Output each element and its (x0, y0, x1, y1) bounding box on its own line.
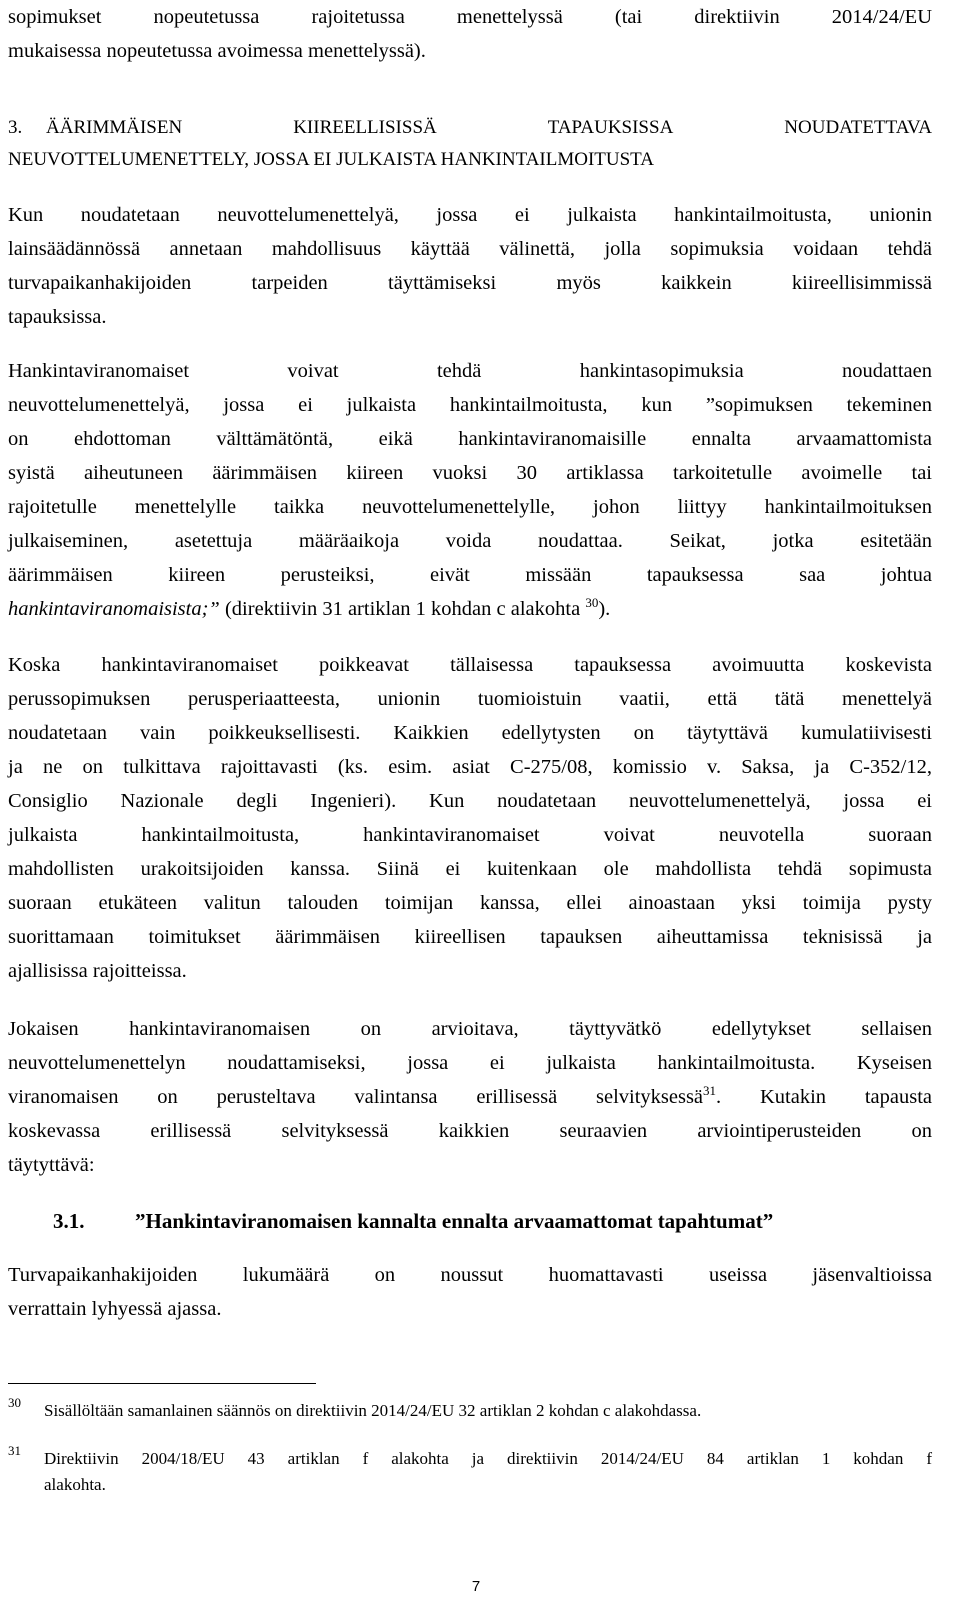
text-line: ja ne on tulkittava rajoittavasti (ks. esim. asiat C-275/08, komissio v. Saksa, ja C-352/12, (8, 756, 932, 778)
paragraph-4 (8, 1012, 932, 1182)
heading-word: ÄÄRIMMÄISEN (46, 117, 183, 138)
section-heading (8, 112, 932, 176)
text-line: koskevassa erillisessä selvityksessä kaikkien seuraavien arviointiperusteiden on (8, 1120, 932, 1142)
footnote-30 (8, 1395, 932, 1424)
footnote-ref[interactable]: 31 (703, 1083, 717, 1098)
text-line: hankintaviranomaisista;” (direktiivin 31 artiklan 1 kohdan c alakohta $^{30}$). (8, 595, 611, 620)
text-line: verrattain lyhyessä ajassa. (8, 1298, 222, 1320)
footnote-text (44, 1398, 932, 1424)
text-line: on ehdottoman välttämätöntä, eikä hankintaviranomaisille ennalta arvaamattomista (8, 428, 932, 450)
italic-quote-end: hankintaviranomaisista;” (8, 598, 220, 620)
text-line: mukaisessa nopeutetussa avoimessa menettelyssä). (8, 40, 426, 62)
text-line: Jokaisen hankintaviranomaisen on arvioitava, täyttyvätkö edellytykset sellaisen (8, 1018, 932, 1040)
text-line: syistä aiheutuneen äärimmäisen kiireen vuoksi 30 artiklassa tarkoitetulle avoimelle tai (8, 462, 932, 484)
paragraph-2 (8, 354, 932, 626)
text-line: sopimukset nopeutetussa rajoitetussa menettelyssä (tai direktiivin 2014/24/EU (8, 6, 932, 28)
citation-text: (direktiivin 31 artiklan 1 kohdan c alakohta (219, 598, 581, 620)
text-line: Koska hankintaviranomaiset poikkeavat tällaisessa tapauksessa avoimuutta koskevista (8, 654, 932, 676)
text-line: ajallisissa rajoitteissa. (8, 960, 187, 982)
footnote-text (44, 1446, 932, 1498)
page-number: 7 (471, 1578, 481, 1595)
text-line: julkaista hankintailmoitusta, hankintaviranomaiset voivat neuvotella suoraan (8, 824, 932, 846)
footnote-31 (8, 1443, 932, 1498)
heading-line-2: NEUVOTTELUMENETTELY, JOSSA EI JULKAISTA HANKINTAILMOITUSTA (8, 149, 654, 170)
text-line: Kun noudatetaan neuvottelumenettelyä, jossa ei julkaista hankintailmoitusta, unionin (8, 204, 932, 226)
text-line: täytyttävä: (8, 1154, 95, 1176)
text-line: Direktiivin 2004/18/EU 43 artiklan f alakohta ja direktiivin 2014/24/EU 84 artiklan 1 kohdan f (44, 1449, 932, 1468)
subsection-title: ”Hankintaviranomaisen kannalta ennalta arvaamattomat tapahtumat” (135, 1209, 774, 1233)
text-line: noudatetaan vain poikkeuksellisesti. Kaikkien edellytysten on täytyttävä kumulatiivisesti (8, 722, 932, 744)
subsection-number: 3.1. (53, 1209, 85, 1233)
text-line: neuvottelumenettelyn noudattamiseksi, jossa ei julkaista hankintailmoitusta. Kyseisen (8, 1052, 932, 1074)
heading-word: KIIREELLISISSÄ (293, 117, 437, 138)
text-line: Turvapaikanhakijoiden lukumäärä on noussut huomattavasti useissa jäsenvaltioissa (8, 1264, 932, 1286)
text-line: perussopimuksen perusperiaatteesta, unionin tuomioistuin vaatii, että tätä menettelyä (8, 688, 932, 710)
footnote-ref[interactable]: 30 (585, 595, 599, 610)
footnote-number: 30 (8, 1395, 21, 1410)
section-number: 3. (8, 117, 23, 138)
text-line: suoraan etukäteen valitun talouden toimijan kanssa, ellei ainoastaan yksi toimija pysty (8, 892, 932, 914)
text-line: Consiglio Nazionale degli Ingenieri). Kun noudatetaan neuvottelumenettelyä, jossa ei (8, 790, 932, 812)
footnote-separator (8, 1383, 316, 1384)
section-number-and-word (8, 112, 182, 144)
paragraph-5 (8, 1258, 932, 1326)
intro-paragraph (8, 0, 932, 68)
text-line: lainsäädännössä annetaan mahdollisuus käyttää välinettä, jolla sopimuksia voidaan tehdä (8, 238, 932, 260)
text-line: suorittamaan toimitukset äärimmäisen kiireellisen tapauksen aiheuttamissa teknisissä ja (8, 926, 932, 948)
text-line: Hankintaviranomaiset voivat tehdä hankintasopimuksia noudattaen (8, 360, 932, 382)
subsection-heading (53, 1204, 773, 1238)
paragraph-3 (8, 648, 932, 988)
text-line: turvapaikanhakijoiden tarpeiden täyttämiseksi myös kaikkein kiireellisimmissä (8, 272, 932, 294)
text-line: rajoitetulle menettelylle taikka neuvottelumenettelylle, johon liittyy hankintailmoituksen (8, 496, 932, 518)
text-line: tapauksissa. (8, 306, 107, 328)
paragraph-1 (8, 198, 932, 334)
text-line: mahdollisten urakoitsijoiden kanssa. Siinä ei kuitenkaan ole mahdollista tehdä sopimusta (8, 858, 932, 880)
footnote-number: 31 (8, 1443, 21, 1458)
heading-word: NOUDATETTAVA (784, 117, 932, 138)
text-line: äärimmäisen kiireen perusteiksi, eivät missään tapauksessa saa johtua (8, 564, 932, 586)
text-line: Sisällöltään samanlainen säännös on direktiivin 2014/24/EU 32 artiklan 2 kohdan c alakohdassa. (44, 1401, 702, 1420)
heading-word: TAPAUKSISSA (547, 117, 674, 138)
text-line: julkaiseminen, asetettuja määräaikoja voida noudattaa. Seikat, jotka esitetään (8, 530, 932, 552)
text-line: viranomaisen on perusteltava valintansa erillisessä selvityksessä$^{31}$. Kutakin tapausta (8, 1083, 932, 1108)
text-line: neuvottelumenettelyä, jossa ei julkaista hankintailmoitusta, kun ”sopimuksen tekeminen (8, 394, 932, 416)
text-line: alakohta. (44, 1475, 106, 1494)
